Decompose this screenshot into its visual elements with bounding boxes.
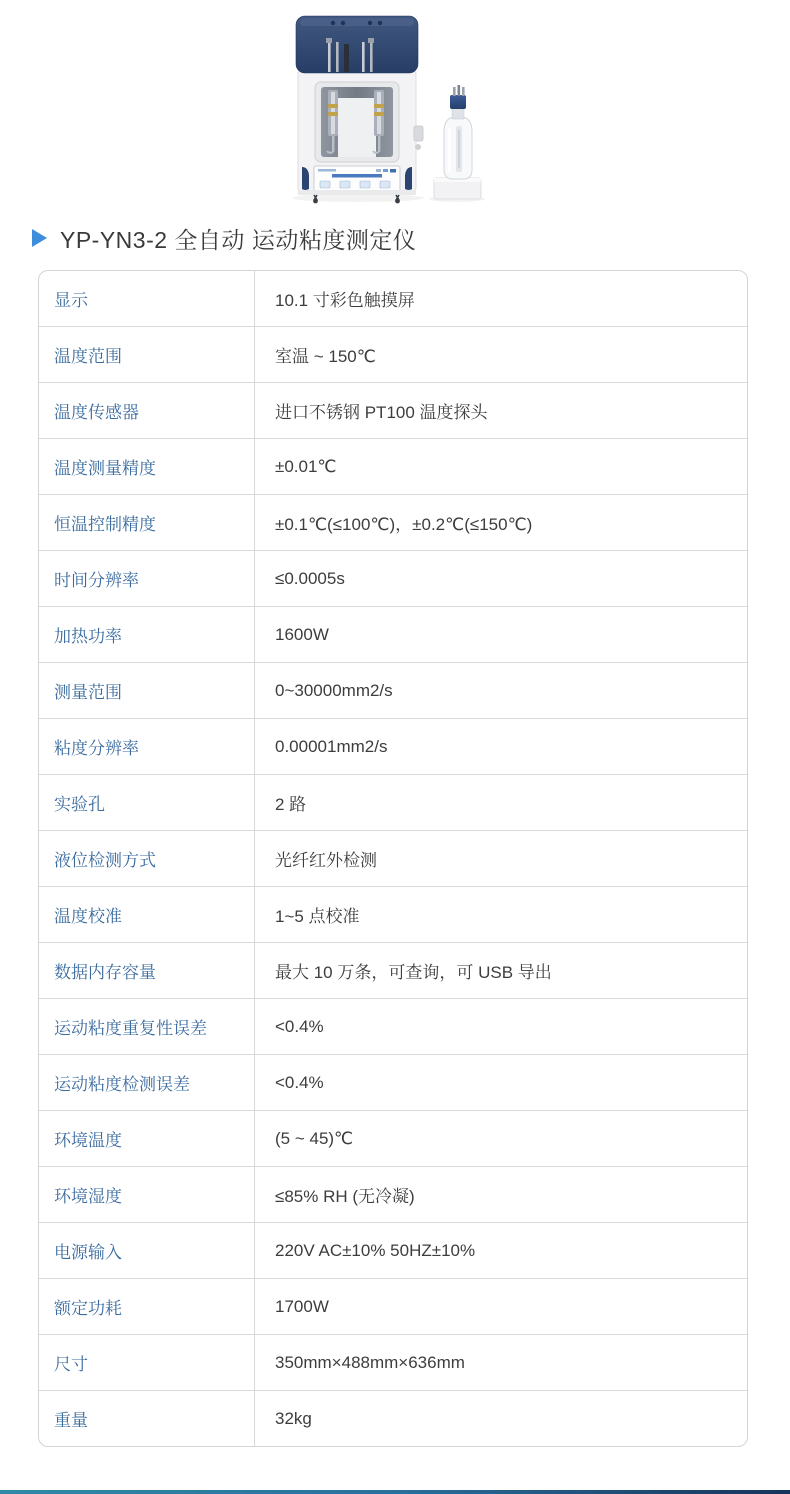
spec-label: 时间分辨率 xyxy=(39,551,255,606)
spec-row-heating-power xyxy=(39,607,747,663)
spec-label: 数据内存容量 xyxy=(39,943,255,998)
spec-label: 环境湿度 xyxy=(39,1167,255,1222)
spec-label: 恒温控制精度 xyxy=(39,495,255,550)
spec-label: 温度传感器 xyxy=(39,383,255,438)
spec-value: 1600W xyxy=(275,624,329,644)
spec-row-level-detection xyxy=(39,831,747,887)
spec-label: 额定功耗 xyxy=(39,1279,255,1334)
spec-label: 测量范围 xyxy=(39,663,255,718)
spec-row-memory-capacity xyxy=(39,943,747,999)
spec-row-test-holes xyxy=(39,775,747,831)
spec-value: ±0.1℃(≤100℃)，±0.2℃(≤150℃) xyxy=(275,515,533,534)
spec-row-repeatability-error xyxy=(39,999,747,1055)
spec-value: 1700W xyxy=(275,1296,329,1316)
spec-row-power-input xyxy=(39,1223,747,1279)
spec-value: 350mm×488mm×636mm xyxy=(275,1352,465,1372)
spec-row-detection-error xyxy=(39,1055,747,1111)
spec-label: 显示 xyxy=(39,271,255,326)
footer-accent-bar xyxy=(0,1490,790,1494)
spec-label: 运动粘度检测误差 xyxy=(39,1055,255,1110)
spec-label: 环境温度 xyxy=(39,1111,255,1166)
spec-row-temp-accuracy xyxy=(39,439,747,495)
spec-value: 32kg xyxy=(275,1408,312,1428)
spec-value: 10.1 寸彩色触摸屏 xyxy=(275,291,415,310)
spec-value: 光纤红外检测 xyxy=(275,851,377,870)
spec-table xyxy=(38,270,748,1447)
spec-value: 最大 10 万条，可查询，可 USB 导出 xyxy=(275,963,552,982)
spec-value: 室温 ~ 150℃ xyxy=(275,347,376,366)
spec-row-display xyxy=(39,271,747,327)
viscosity-tester-illustration xyxy=(258,0,530,212)
spec-value: 0.00001mm2/s xyxy=(275,736,388,756)
spec-label: 温度测量精度 xyxy=(39,439,255,494)
spec-row-temp-sensor xyxy=(39,383,747,439)
spec-row-temp-calibration xyxy=(39,887,747,943)
spec-row-weight xyxy=(39,1391,747,1446)
spec-value: 2 路 xyxy=(275,795,307,814)
spec-label: 运动粘度重复性误差 xyxy=(39,999,255,1054)
spec-value: ≤85% RH (无冷凝) xyxy=(275,1187,415,1206)
page-title: YP-YN3-2 全自动 运动粘度测定仪 xyxy=(60,226,417,253)
spec-label: 加热功率 xyxy=(39,607,255,662)
spec-value: ≤0.0005s xyxy=(275,568,345,588)
spec-value: 进口不锈钢 PT100 温度探头 xyxy=(275,403,488,422)
spec-row-time-resolution xyxy=(39,551,747,607)
spec-row-ambient-temp xyxy=(39,1111,747,1167)
spec-label: 液位检测方式 xyxy=(39,831,255,886)
spec-label: 尺寸 xyxy=(39,1335,255,1390)
spec-row-thermostat-accuracy xyxy=(39,495,747,551)
product-image xyxy=(258,0,530,212)
spec-label: 实验孔 xyxy=(39,775,255,830)
spec-value: 1~5 点校准 xyxy=(275,907,360,926)
spec-value: 0~30000mm2/s xyxy=(275,680,393,700)
spec-label: 温度范围 xyxy=(39,327,255,382)
spec-value: (5 ~ 45)℃ xyxy=(275,1128,354,1148)
spec-row-rated-power xyxy=(39,1279,747,1335)
spec-row-dimensions xyxy=(39,1335,747,1391)
page-title-row xyxy=(32,222,790,254)
spec-row-measure-range xyxy=(39,663,747,719)
spec-value: <0.4% xyxy=(275,1016,324,1036)
spec-label: 电源输入 xyxy=(39,1223,255,1278)
spec-value: <0.4% xyxy=(275,1072,324,1092)
spec-label: 重量 xyxy=(39,1391,255,1446)
spec-row-ambient-humidity xyxy=(39,1167,747,1223)
spec-row-viscosity-resolution xyxy=(39,719,747,775)
spec-label: 粘度分辨率 xyxy=(39,719,255,774)
title-arrow-icon xyxy=(32,229,47,247)
spec-value: ±0.01℃ xyxy=(275,456,337,476)
spec-label: 温度校准 xyxy=(39,887,255,942)
spec-row-temp-range xyxy=(39,327,747,383)
spec-value: 220V AC±10% 50HZ±10% xyxy=(275,1240,476,1260)
